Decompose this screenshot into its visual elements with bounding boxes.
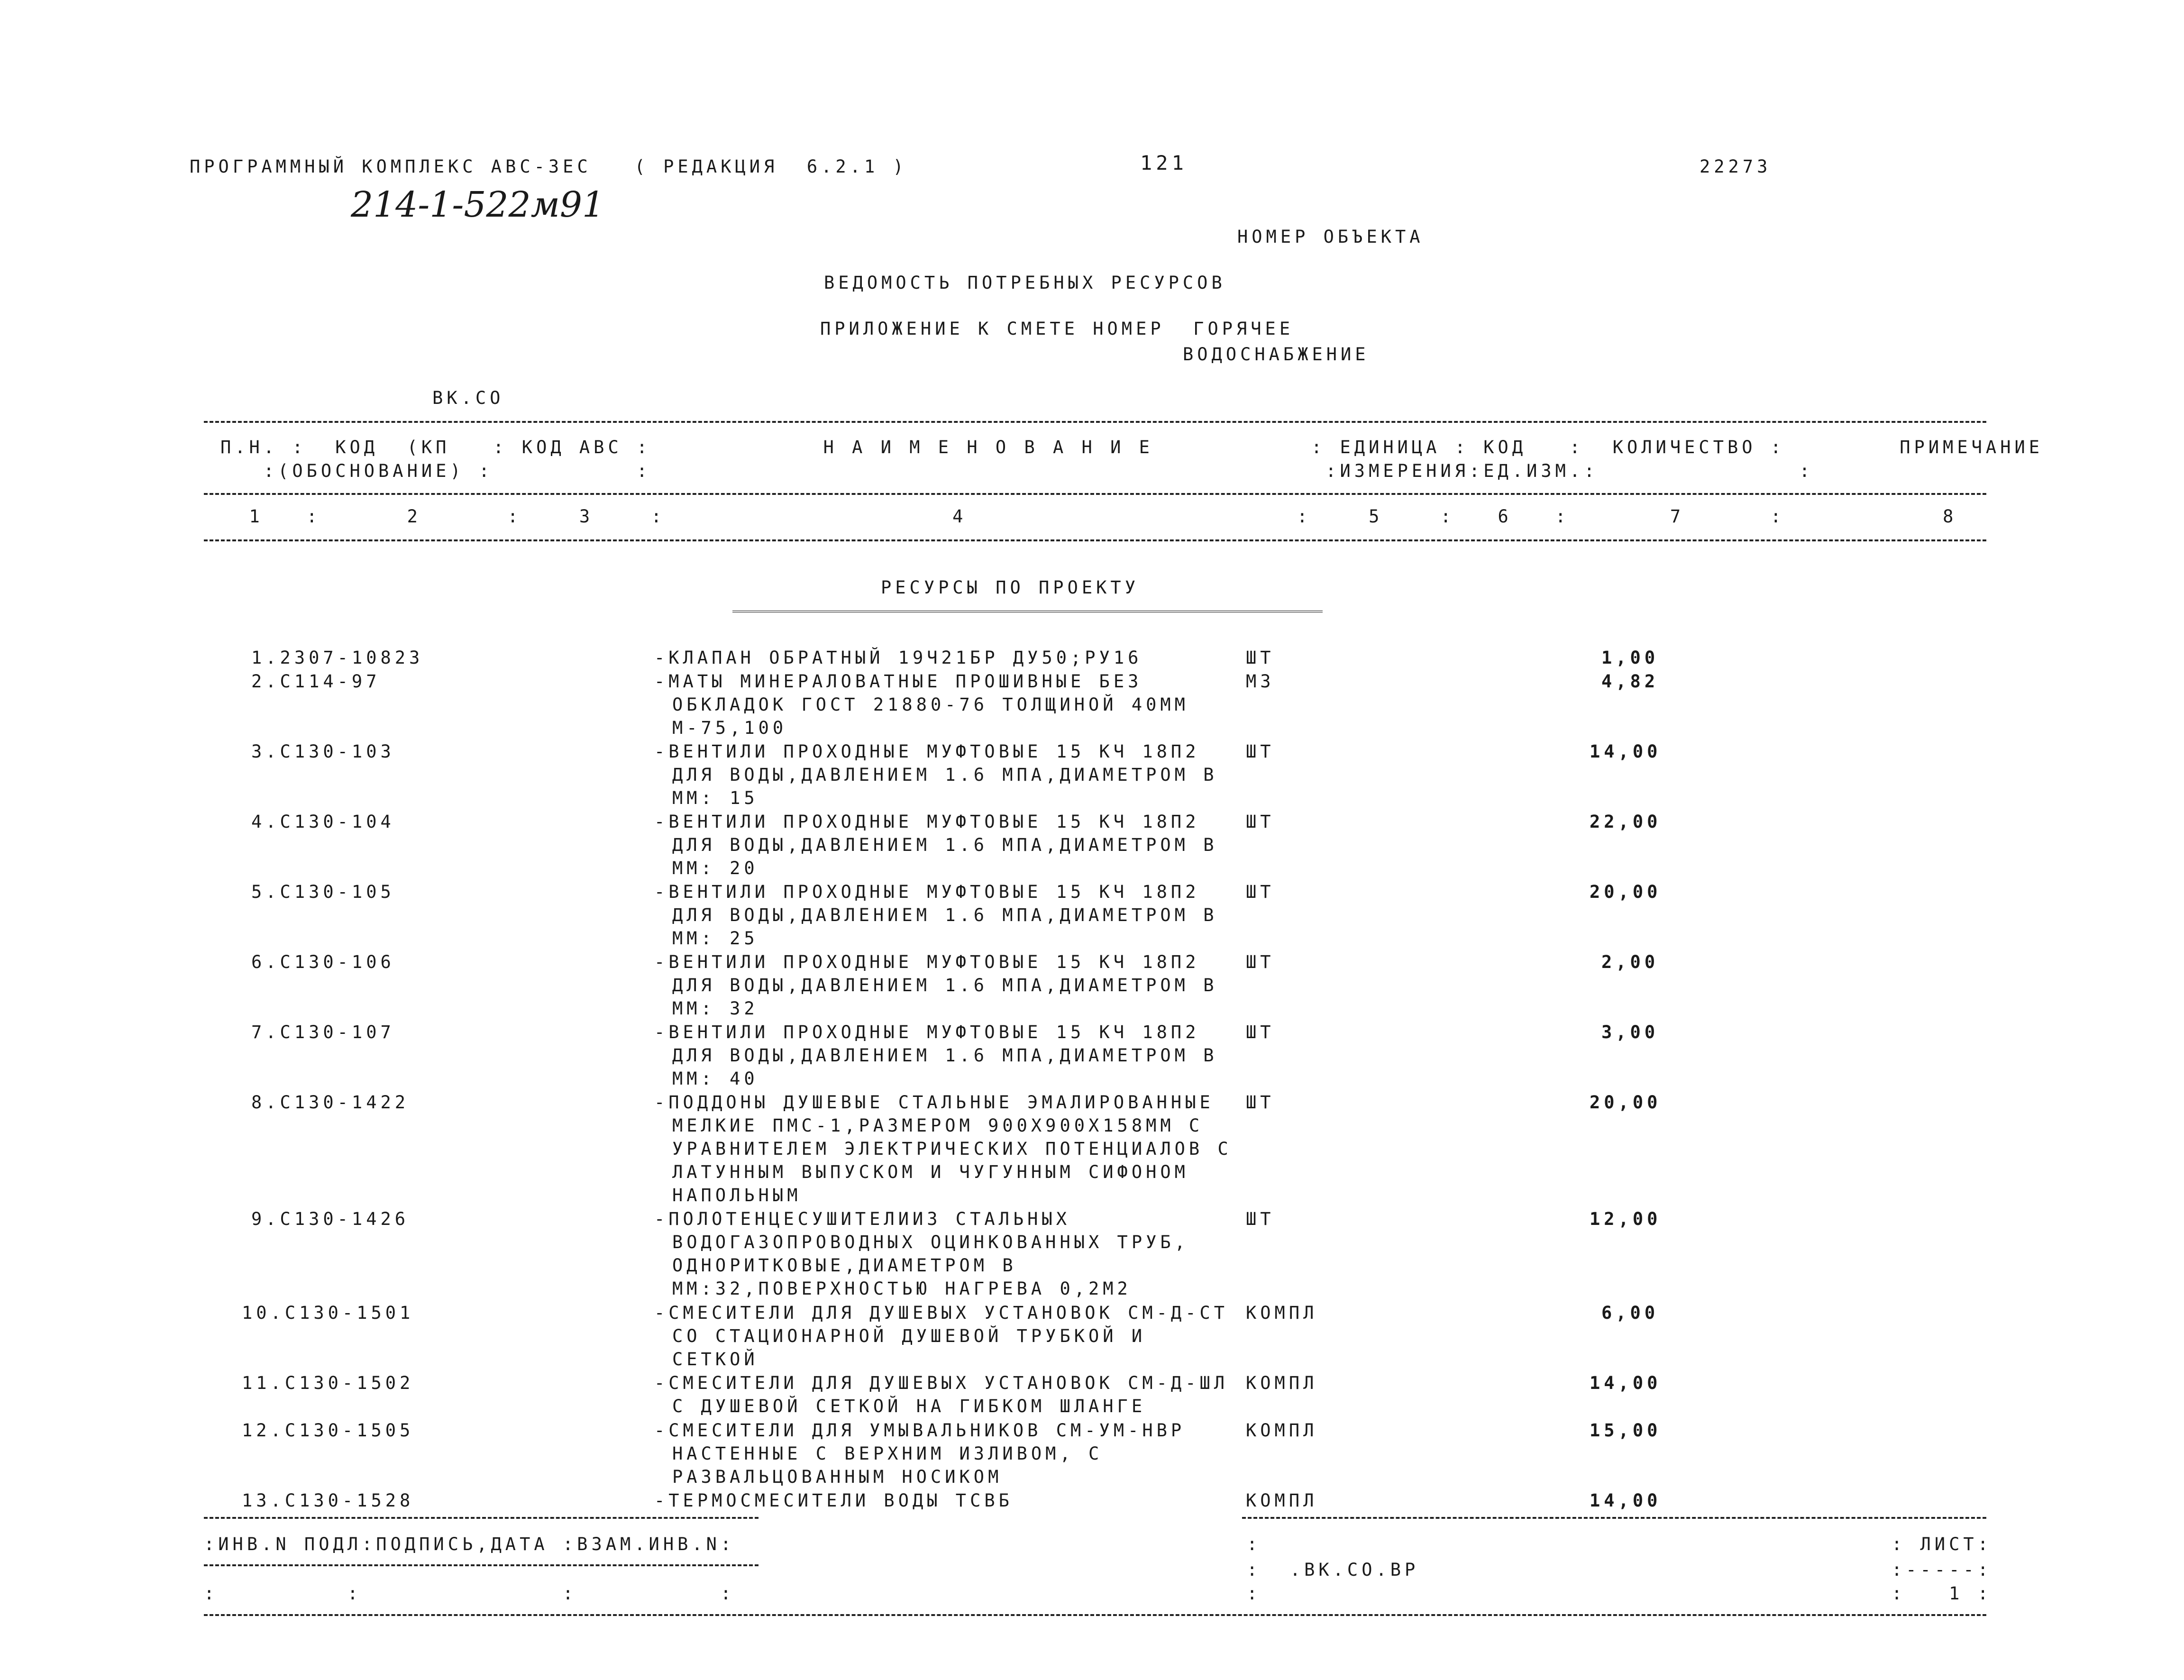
row-quantity: 6,00 [1601,1303,1659,1323]
row-unit: ШТ [1246,648,1275,668]
row-unit: КОМПЛ [1246,1420,1318,1441]
row-name-line: ДЛЯ ВОДЫ,ДАВЛЕНИЕМ 1.6 МПА,ДИАМЕТРОМ В [672,765,1218,785]
row-unit: ШТ [1246,1092,1275,1113]
row-number: 9.С130-1426 [251,1209,410,1229]
row-number: 13.С130-1528 [242,1490,414,1511]
row-quantity: 4,82 [1601,671,1659,692]
footer-rule-bottom [204,1614,1986,1616]
row-name-line: НАСТЕННЫЕ С ВЕРХНИМ ИЗЛИВОМ, С [672,1443,1103,1464]
stamp-labels: :ИНВ.N ПОДЛ:ПОДПИСЬ,ДАТА :ВЗАМ.ИНВ.N: [204,1534,735,1554]
row-number: 1.2307-10823 [251,648,424,668]
row-name-line: СЕТКОЙ [672,1349,758,1370]
row-name-line: ММ: 40 [672,1068,758,1089]
section-title: РЕСУРСЫ ПО ПРОЕКТУ [881,577,1139,598]
row-name-line: -ВЕНТИЛИ ПРОХОДНЫЕ МУФТОВЫЕ 15 КЧ 18П2 [654,952,1200,972]
row-number: 5.С130-105 [251,882,395,902]
sheet-separator: :-----: [1892,1560,1992,1580]
document-code: 22273 [1700,156,1772,177]
footer-rule-right [1242,1517,1986,1519]
row-quantity: 15,00 [1590,1420,1662,1441]
row-unit: ШТ [1246,952,1275,972]
object-number-label: НОМЕР ОБЪЕКТА [1237,227,1424,247]
row-name-line: -СМЕСИТЕЛИ ДЛЯ ДУШЕВЫХ УСТАНОВОК СМ-Д-СТ [654,1303,1229,1323]
row-unit: ШТ [1246,1209,1275,1229]
row-quantity: 12,00 [1590,1209,1662,1229]
row-name-line: ОДНОРИТКОВЫЕ,ДИАМЕТРОМ В [672,1255,1017,1276]
row-unit: ШТ [1246,1022,1275,1042]
row-number: 4.С130-104 [251,812,395,832]
stamp-colon: : [1247,1583,1261,1604]
row-name-line: ОБКЛАДОК ГОСТ 21880-76 ТОЛЩИНОЙ 40ММ [672,694,1189,715]
section-code: ВК.СО [432,388,504,408]
row-number: 10.С130-1501 [242,1303,414,1323]
row-name-line: -ВЕНТИЛИ ПРОХОДНЫЕ МУФТОВЫЕ 15 КЧ 18П2 [654,882,1200,902]
section-underline [732,611,1323,612]
document-title: ВЕДОМОСТЬ ПОТРЕБНЫХ РЕСУРСОВ [824,273,1226,293]
row-unit: ШТ [1246,741,1275,762]
footer-rule-left [204,1517,758,1519]
sheet-label: : ЛИСТ: [1892,1534,1992,1554]
row-name-line: -ТЕРМОСМЕСИТЕЛИ ВОДЫ ТСВБ [654,1490,1013,1511]
row-name-line: -ВЕНТИЛИ ПРОХОДНЫЕ МУФТОВЫЕ 15 КЧ 18П2 [654,741,1200,762]
stamp-blanks: : : : : [204,1583,735,1604]
row-unit: КОМПЛ [1246,1373,1318,1393]
row-name-line: ДЛЯ ВОДЫ,ДАВЛЕНИЕМ 1.6 МПА,ДИАМЕТРОМ В [672,1045,1218,1066]
row-name-line: -МАТЫ МИНЕРАЛОВАТНЫЕ ПРОШИВНЫЕ БЕЗ [654,671,1142,692]
row-quantity: 20,00 [1590,1092,1662,1113]
row-number: 7.С130-107 [251,1022,395,1042]
sheet-number: : 1 : [1892,1583,1992,1604]
program-header: ПРОГРАММНЫЙ КОМПЛЕКС АВС-3ЕС ( РЕДАКЦИЯ 6.2.1 ) [190,156,907,177]
row-name-line: -ВЕНТИЛИ ПРОХОДНЫЕ МУФТОВЫЕ 15 КЧ 18П2 [654,1022,1200,1042]
row-name-line: ВОДОГАЗОПРОВОДНЫХ ОЦИНКОВАННЫХ ТРУБ, [672,1232,1189,1252]
row-number: 11.С130-1502 [242,1373,414,1393]
table-header-row-1: П.Н. : КОД (КП : КОД АВС : Н А И М Е Н О В А Н И Е : ЕДИНИЦА : КОД : КОЛИЧЕСТВО : ПРИМЕЧАНИЕ [220,437,2044,457]
stamp-colon: : [1247,1534,1261,1554]
row-quantity: 2,00 [1601,952,1659,972]
row-name-line: ДЛЯ ВОДЫ,ДАВЛЕНИЕМ 1.6 МПА,ДИАМЕТРОМ В [672,975,1218,995]
row-number: 12.С130-1505 [242,1420,414,1441]
row-unit: М3 [1246,671,1275,692]
row-number: 3.С130-103 [251,741,395,762]
row-quantity: 20,00 [1590,882,1662,902]
row-name-line: ДЛЯ ВОДЫ,ДАВЛЕНИЕМ 1.6 МПА,ДИАМЕТРОМ В [672,835,1218,855]
rule-columns [204,539,1986,541]
row-quantity: 1,00 [1601,648,1659,668]
rule-header [204,493,1986,495]
row-name-line: -СМЕСИТЕЛИ ДЛЯ ДУШЕВЫХ УСТАНОВОК СМ-Д-ШЛ [654,1373,1229,1393]
row-unit: ШТ [1246,882,1275,902]
column-numbers: 1 : 2 : 3 : 4 : 5 : 6 : 7 : 8 [220,506,1957,527]
row-name-line: ММ: 20 [672,858,758,878]
row-name-line: СО СТАЦИОНАРНОЙ ДУШЕВОЙ ТРУБКОЙ И [672,1326,1146,1346]
rule-top [204,421,1986,423]
row-unit: КОМПЛ [1246,1490,1318,1511]
row-name-line: С ДУШЕВОЙ СЕТКОЙ НА ГИБКОМ ШЛАНГЕ [672,1396,1146,1416]
row-name-line: ММ: 15 [672,788,758,808]
row-quantity: 14,00 [1590,1373,1662,1393]
row-name-line: ММ: 25 [672,928,758,949]
row-name-line: -ПОДДОНЫ ДУШЕВЫЕ СТАЛЬНЫЕ ЭМАЛИРОВАННЫЕ [654,1092,1214,1113]
row-name-line: -ПОЛОТЕНЦЕСУШИТЕЛИИЗ СТАЛЬНЫХ [654,1209,1071,1229]
handwritten-note: 214-1-522м91 [351,184,605,225]
row-number: 6.С130-106 [251,952,395,972]
row-name-line: -КЛАПАН ОБРАТНЫЙ 19Ч21БР ДУ50;РУ16 [654,648,1142,668]
table-header-row-2: :(ОБОСНОВАНИЕ) : : :ИЗМЕРЕНИЯ:ЕД.ИЗМ.: : [220,461,1814,481]
appendix-line: ПРИЛОЖЕНИЕ К СМЕТЕ НОМЕР ГОРЯЧЕЕ [820,319,1294,339]
row-number: 8.С130-1422 [251,1092,410,1113]
row-name-line: УРАВНИТЕЛЕМ ЭЛЕКТРИЧЕСКИХ ПОТЕНЦИАЛОВ С [672,1139,1232,1159]
row-name-line: ММ: 32 [672,998,758,1019]
row-name-line: -ВЕНТИЛИ ПРОХОДНЫЕ МУФТОВЫЕ 15 КЧ 18П2 [654,812,1200,832]
row-quantity: 22,00 [1590,812,1662,832]
row-unit: ШТ [1246,812,1275,832]
row-unit: КОМПЛ [1246,1303,1318,1323]
row-name-line: МЕЛКИЕ ПМС-1,РАЗМЕРОМ 900Х900Х158ММ С [672,1115,1204,1136]
footer-rule-mid [204,1564,758,1566]
row-name-line: ДЛЯ ВОДЫ,ДАВЛЕНИЕМ 1.6 МПА,ДИАМЕТРОМ В [672,905,1218,925]
row-quantity: 14,00 [1590,1490,1662,1511]
row-number: 2.С114-97 [251,671,381,692]
doc-code: : .ВК.СО.ВР [1247,1560,1419,1580]
row-name-line: ЛАТУННЫМ ВЫПУСКОМ И ЧУГУННЫМ СИФОНОМ [672,1162,1189,1182]
page-number: 121 [1140,151,1188,174]
row-name-line: РАЗВАЛЬЦОВАННЫМ НОСИКОМ [672,1467,1003,1487]
row-name-line: НАПОЛЬНЫМ [672,1185,802,1205]
appendix-line-2: ВОДОСНАБЖЕНИЕ [1183,344,1370,365]
row-name-line: -СМЕСИТЕЛИ ДЛЯ УМЫВАЛЬНИКОВ СМ-УМ-НВР [654,1420,1186,1441]
row-name-line: ММ:32,ПОВЕРХНОСТЬЮ НАГРЕВА 0,2М2 [672,1278,1132,1299]
row-name-line: М-75,100 [672,718,787,738]
row-quantity: 14,00 [1590,741,1662,762]
row-quantity: 3,00 [1601,1022,1659,1042]
